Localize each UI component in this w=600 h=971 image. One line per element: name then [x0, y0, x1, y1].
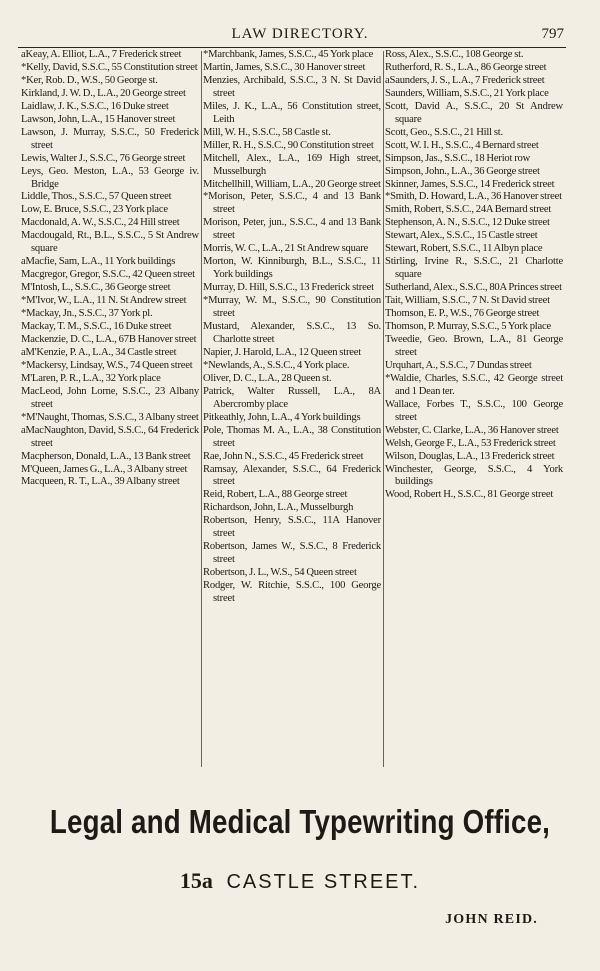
directory-entry: Richardson, John, L.A., Musselburgh: [203, 502, 354, 514]
page-header: [0, 26, 600, 46]
directory-entry: Morris, W. C., L.A., 21 St Andrew square: [203, 243, 369, 255]
directory-entry: Sutherland, Alex., S.S.C., 80A Princes street: [385, 282, 562, 294]
directory-entry: Robertson, Henry, S.S.C., 11A Hanover street: [203, 515, 381, 540]
directory-entry: Kirkland, J. W. D., L.A., 20 George street: [21, 87, 186, 99]
directory-entry: Welsh, George F., L.A., 53 Frederick street: [385, 437, 556, 449]
directory-entry: Stirling, Irvine R., S.S.C., 21 Charlotte square: [385, 256, 563, 281]
directory-entry: Skinner, James, S.S.C., 14 Frederick street: [385, 178, 555, 190]
running-title: LAW DIRECTORY.: [231, 26, 369, 42]
directory-columns: [18, 49, 566, 771]
directory-entry: Patrick, Walter Russell, L.A., 8A Abercromby place: [203, 385, 381, 410]
directory-entry: Laidlaw, J. K., S.S.C., 16 Duke street: [21, 100, 169, 112]
directory-entry: Simpson, John., L.A., 36 George street: [385, 165, 540, 177]
directory-entry: Ross, Alex., S.S.C., 108 George st.: [385, 49, 524, 60]
directory-entry: Wallace, Forbes T., S.S.C., 100 George street: [385, 398, 563, 423]
page-number: 797: [541, 26, 564, 42]
directory-entry: Wilson, Douglas, L.A., 13 Frederick street: [385, 450, 555, 462]
directory-entry: aM'Kenzie, P. A., L.A., 34 Castle street: [21, 346, 177, 358]
directory-entry: Pitkeathly, John, L.A., 4 York buildings: [203, 411, 361, 423]
directory-entry: Mustard, Alexander, S.S.C., 13 So. Charlotte street: [203, 321, 381, 345]
directory-entry: *Kelly, David, S.S.C., 55 Constitution street: [21, 61, 198, 73]
directory-entry: Scott, David A., S.S.C., 20 St Andrew square: [385, 100, 563, 125]
directory-column-2: [203, 49, 381, 771]
directory-entry: Reid, Robert, L.A., 88 George street: [203, 489, 348, 501]
directory-entry: Thomson, P. Murray, S.S.C., 5 York place: [385, 321, 552, 333]
advertisement-address: [0, 868, 600, 894]
directory-entry: Napier, J. Harold, L.A., 12 Queen street: [203, 346, 362, 358]
directory-entry: *M'Ivor, W., L.A., 11 N. St Andrew street: [21, 295, 187, 307]
directory-entry: Menzies, Archibald, S.S.C., 3 N. St David street: [203, 74, 381, 99]
directory-entry: Robertson, James W., S.S.C., 8 Frederick street: [203, 541, 381, 566]
directory-entry: M'Laren, P. R., L.A., 32 York place: [21, 372, 161, 384]
directory-entry: Miles, J. K., L.A., 56 Constitution street, Leith: [203, 100, 381, 125]
directory-entry: *Waldie, Charles, S.S.C., 42 George street and 1 Dean ter.: [385, 372, 563, 397]
column-divider: [201, 51, 202, 767]
directory-entry: Thomson, E. P., W.S., 76 George street: [385, 308, 540, 320]
directory-entry: Mitchell, Alex., L.A., 169 High street, Musselburgh: [203, 152, 381, 177]
directory-entry: Tweedie, Geo. Brown, L.A., 81 George street: [385, 333, 563, 358]
directory-entry: Macdonald, A. W., S.S.C., 24 Hill street: [21, 217, 180, 229]
directory-entry: Stewart, Robert, S.S.C., 11 Albyn place: [385, 243, 543, 255]
directory-entry: aMacNaughton, David, S.S.C., 64 Frederick street: [21, 424, 199, 449]
directory-entry: Urquhart, A., S.S.C., 7 Dundas street: [385, 359, 532, 371]
directory-entry: aSaunders, J. S., L.A., 7 Frederick street: [385, 74, 545, 86]
column-divider: [383, 51, 384, 767]
directory-entry: Macpherson, Donald, L.A., 13 Bank street: [21, 450, 191, 462]
directory-entry: Mackay, T. M., S.S.C., 16 Duke street: [21, 321, 172, 333]
directory-entry: Lewis, Walter J., S.S.C., 76 George street: [21, 152, 186, 164]
directory-entry: Mitchellhill, William, L.A., 20 George street: [203, 178, 381, 190]
advertisement-title: Legal and Medical Typewriting Office,: [49, 803, 551, 840]
directory-entry: *Morison, Peter, S.S.C., 4 and 13 Bank street: [203, 191, 381, 216]
directory-entry: Morton, W. Kinniburgh, B.L., S.S.C., 11 York buildings: [203, 256, 381, 281]
directory-entry: Wood, Robert H., S.S.C., 81 George street: [385, 489, 554, 501]
directory-entry: Low, E. Bruce, S.S.C., 23 York place: [21, 204, 168, 216]
directory-entry: aMacfie, Sam, L.A., 11 York buildings: [21, 256, 176, 268]
directory-entry: *Smith, D. Howard, L.A., 36 Hanover street: [385, 191, 562, 203]
directory-entry: Robertson, J. L., W.S., 54 Queen street: [203, 567, 357, 579]
directory-entry: Tait, William, S.S.C., 7 N. St David street: [385, 295, 550, 307]
directory-entry: *Mackay, Jn., S.S.C., 37 York pl.: [21, 308, 153, 320]
directory-entry: Oliver, D. C., L.A., 28 Queen st.: [203, 372, 332, 384]
advertisement-street-name: CASTLE STREET.: [226, 871, 421, 893]
directory-entry: Webster, C. Clarke, L.A., 36 Hanover street: [385, 424, 559, 436]
advertisement-proprietor: JOHN REID.: [445, 912, 538, 927]
directory-entry: Macqueen, R. T., L.A., 39 Albany street: [21, 476, 180, 488]
directory-entry: M'Intosh, L., S.S.C., 36 George street: [21, 282, 171, 294]
directory-entry: Pole, Thomas M. A., L.A., 38 Constitution street: [203, 424, 381, 449]
directory-entry: Murray, D. Hill, S.S.C., 13 Frederick street: [203, 282, 374, 294]
directory-entry: *Newlands, A., S.S.C., 4 York place.: [203, 359, 350, 371]
directory-entry: Smith, Robert, S.S.C., 24A Bernard street: [385, 204, 552, 216]
directory-entry: *M'Naught, Thomas, S.S.C., 3 Albany street: [21, 411, 199, 423]
directory-entry: Macdougald, Rt., B.L., S.S.C., 5 St Andrew square: [21, 230, 199, 255]
directory-entry: Morison, Peter, jun., S.S.C., 4 and 13 Bank street: [203, 217, 381, 242]
directory-entry: Rutherford, R. S., L.A., 86 George street: [385, 61, 547, 73]
directory-entry: Mackenzie, D. C., L.A., 67B Hanover street: [21, 333, 197, 345]
directory-column-3: [385, 49, 563, 771]
directory-column-1: [21, 49, 199, 771]
directory-entry: Liddle, Thos., S.S.C., 57 Queen street: [21, 191, 172, 203]
directory-entry: Scott, Geo., S.S.C., 21 Hill st.: [385, 126, 503, 138]
directory-entry: Mill, W. H., S.S.C., 58 Castle st.: [203, 126, 331, 138]
advertisement-street-number: 15a: [179, 868, 213, 893]
directory-entry: Winchester, George, S.S.C., 4 York buildings: [385, 463, 563, 488]
directory-entry: Ramsay, Alexander, S.S.C., 64 Frederick street: [203, 463, 381, 488]
directory-entry: Stewart, Alex., S.S.C., 15 Castle street: [385, 230, 538, 242]
directory-entry: Rae, John N., S.S.C., 45 Frederick street: [203, 450, 364, 462]
directory-entry: *Ker, Rob. D., W.S., 50 George st.: [21, 74, 158, 86]
directory-entry: M'Queen, James G., L.A., 3 Albany street: [21, 463, 188, 475]
directory-entry: Rodger, W. Ritchie, S.S.C., 100 George street: [203, 580, 381, 605]
directory-entry: Macgregor, Gregor, S.S.C., 42 Queen street: [21, 269, 195, 281]
directory-entry: Martin, James, S.S.C., 30 Hanover street: [203, 61, 366, 73]
directory-entry: *Marchbank, James, S.S.C., 45 York place: [203, 49, 374, 60]
directory-entry: Leys, Geo. Meston, L.A., 53 George iv. Bridge: [21, 165, 199, 190]
directory-entry: Miller, R. H., S.S.C., 90 Constitution street: [203, 139, 374, 151]
directory-entry: Lawson, John, L.A., 15 Hanover street: [21, 113, 176, 125]
directory-entry: Simpson, Jas., S.S.C., 18 Heriot row: [385, 152, 531, 164]
directory-entry: Lawson, J. Murray, S.S.C., 50 Frederick street: [21, 126, 199, 151]
directory-entry: MacLeod, John Lorne, S.S.C., 23 Albany street: [21, 385, 199, 410]
directory-entry: *Mackersy, Lindsay, W.S., 74 Queen street: [21, 359, 193, 371]
directory-entry: *Murray, W. M., S.S.C., 90 Constitution street: [203, 295, 381, 320]
directory-entry: aKeay, A. Elliot, L.A., 7 Frederick street: [21, 49, 182, 60]
header-rule: [18, 47, 566, 48]
directory-entry: Scott, W. I. H., S.S.C., 4 Bernard street: [385, 139, 539, 151]
directory-entry: Saunders, William, S.S.C., 21 York place: [385, 87, 549, 99]
directory-entry: Stephenson, A. N., S.S.C., 12 Duke street: [385, 217, 550, 229]
